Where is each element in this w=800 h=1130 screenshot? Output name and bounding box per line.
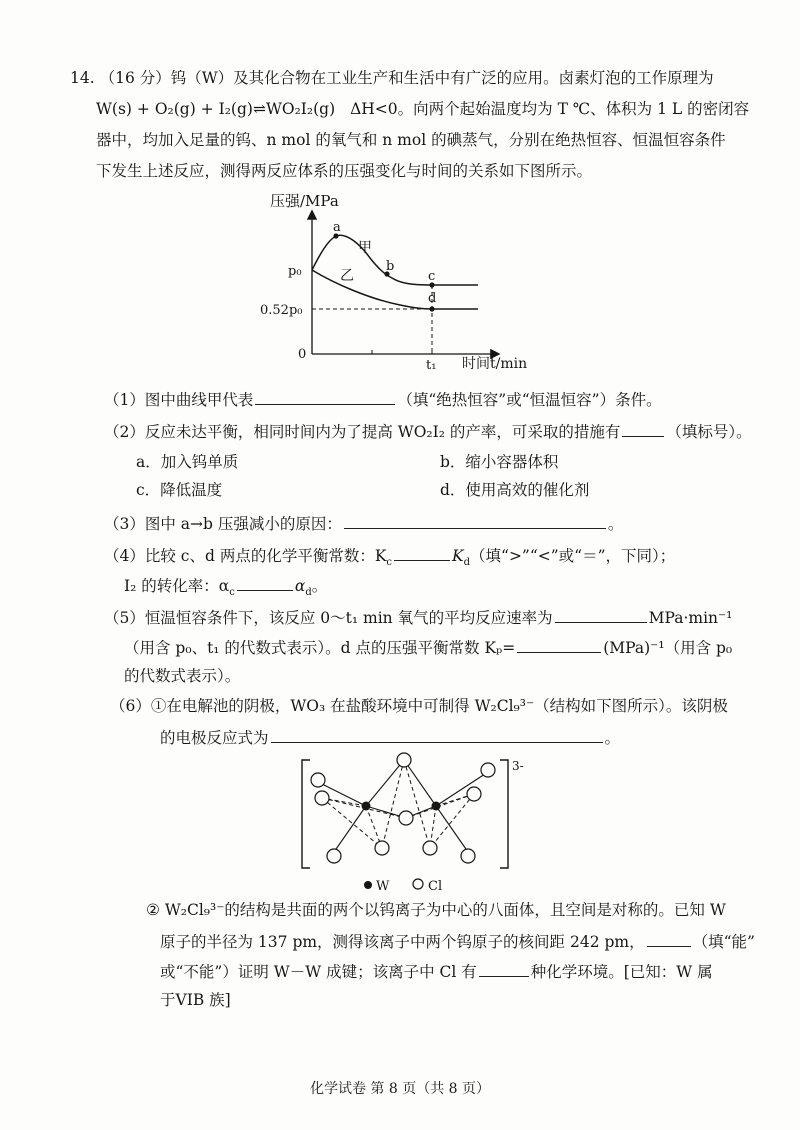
left-bracket (302, 760, 310, 868)
question-intro-line3: 器中，均加入足量的钨、n mol 的氧气和 n mol 的碘蒸气，分别在绝热恒容、恒温恒容条件 (96, 131, 726, 149)
question-equation-line (96, 97, 749, 121)
ion-charge: 3- (512, 759, 524, 773)
answer-blank-q6-cl[interactable] (479, 958, 529, 977)
point-label-a: a (333, 220, 341, 235)
y-tick-052p0: 0.52p₀ (260, 303, 303, 318)
question-6-part2-line2: 原子的半径为 137 pm，测得该离子中两个钨原子的核间距 242 pm， （填“能” (160, 928, 755, 954)
curve-jia (312, 235, 478, 285)
question-6-part2-line3: 或“不能”）证明 W－W 成键；该离子中 Cl 有 种化学环境。[已知：W 属 (160, 958, 713, 984)
x-tick-t1: t₁ (426, 358, 437, 373)
y-axis-label: 压强/MPa (270, 192, 339, 210)
cl-atom (327, 849, 341, 863)
question-intro-line1 (70, 66, 714, 90)
cl-atom (375, 841, 389, 855)
page-footer: 化学试卷 第 8 页（共 8 页） (309, 1081, 491, 1097)
option-b: b．缩小容器体积 (440, 453, 559, 471)
cl-atom (311, 773, 325, 787)
question-5-line2: （用含 p₀、t₁ 的代数式表示）。d 点的压强平衡常数 Kₚ= (MPa)⁻¹（用含 p₀ (124, 634, 732, 660)
answer-blank-q4-alpha[interactable] (237, 572, 293, 591)
question-5-line3: 的代数式表示）。 (124, 667, 241, 685)
question-6: （6）①在电解池的阴极，WO₃ 在盐酸环境中可制得 W₂Cl₉³⁻（结构如下图所示）。该阴极 (110, 697, 728, 715)
point-label-b: b (386, 259, 395, 274)
point-label-c: c (428, 269, 436, 284)
point-d (429, 306, 434, 311)
w-atom (432, 802, 441, 811)
answer-blank-q1[interactable] (255, 386, 395, 405)
curve-label-jia: 甲 (358, 240, 372, 256)
reaction-equation: W(s) + O₂(g) + I₂(g)⇌WO₂I₂(g) (96, 100, 336, 118)
question-number: 14. (70, 69, 95, 87)
answer-blank-q2[interactable] (622, 418, 664, 437)
legend-cl-label: Cl (428, 879, 443, 894)
cl-atom (399, 811, 413, 825)
point-label-d: d (428, 291, 437, 306)
answer-blank-q4-k[interactable] (394, 542, 450, 561)
y-tick-p0: p₀ (288, 264, 302, 279)
answer-blank-q5-kp[interactable] (517, 634, 601, 653)
question-6-part2-line4: 于VIB 族] (160, 991, 231, 1009)
right-bracket (500, 760, 508, 868)
pressure-time-graph (250, 192, 550, 377)
question-intro: （16 分）钨（W）及其化合物在工业生产和生活中有广泛的应用。卤素灯泡的工作原理为 (99, 69, 714, 87)
answer-blank-q3[interactable] (344, 510, 606, 529)
enthalpy-text: ΔH<0。向两个起始温度均为 T ℃、体积为 1 L 的密闭容 (350, 100, 750, 118)
question-4: （4）比较 c、d 两点的化学平衡常数：$K_c$ $K_d$（填“>”“<”或“＝”，下同）； (104, 542, 675, 575)
curve-yi (312, 270, 478, 309)
origin-label: 0 (298, 347, 307, 362)
answer-blank-q6-electrode[interactable] (271, 724, 603, 743)
question-3: （3）图中 a→b 压强减小的原因： 。 (104, 510, 623, 536)
answer-blank-q6-bond[interactable] (647, 928, 691, 947)
question-2: （2）反应未达平衡，相同时间内为了提高 WO₂I₂ 的产率，可采取的措施有 （填标号）。 (104, 418, 752, 444)
w2cl9-structure-diagram (296, 750, 536, 894)
legend-w-marker (364, 881, 372, 889)
question-4-line2: I₂ 的转化率：$\alpha_c$ $\alpha_d$。 (124, 572, 327, 605)
cl-atom (315, 791, 329, 805)
option-a: a．加入钨单质 (136, 453, 239, 471)
curve-label-yi: 乙 (340, 268, 354, 284)
cl-atom (397, 753, 411, 767)
question-1: （1）图中曲线甲代表 （填“绝热恒容”或“恒温恒容”）条件。 (104, 386, 662, 412)
x-axis-label: 时间t/min (462, 356, 528, 372)
answer-blank-q5-rate[interactable] (555, 604, 647, 623)
cl-atom (423, 841, 437, 855)
option-c: c．降低温度 (136, 481, 223, 499)
question-6-line2: 的电极反应式为 。 (160, 724, 620, 750)
question-6-part2-line1: ② W₂Cl₉³⁻的结构是共面的两个以钨离子为中心的八面体，且空间是对称的。已知 W (146, 901, 726, 919)
question-intro-line4: 下发生上述反应，测得两反应体系的压强变化与时间的关系如下图所示。 (96, 162, 593, 180)
cl-atom (481, 763, 495, 777)
legend-cl-marker (413, 879, 423, 889)
option-d: d．使用高效的催化剂 (440, 481, 590, 499)
w-atom (362, 802, 371, 811)
cl-atom (461, 849, 475, 863)
legend-w-label: W (376, 879, 390, 894)
cl-atom (467, 787, 481, 801)
question-5: （5）恒温恒容条件下，该反应 0～t₁ min 氧气的平均反应速率为 MPa·min⁻¹ (104, 604, 732, 630)
